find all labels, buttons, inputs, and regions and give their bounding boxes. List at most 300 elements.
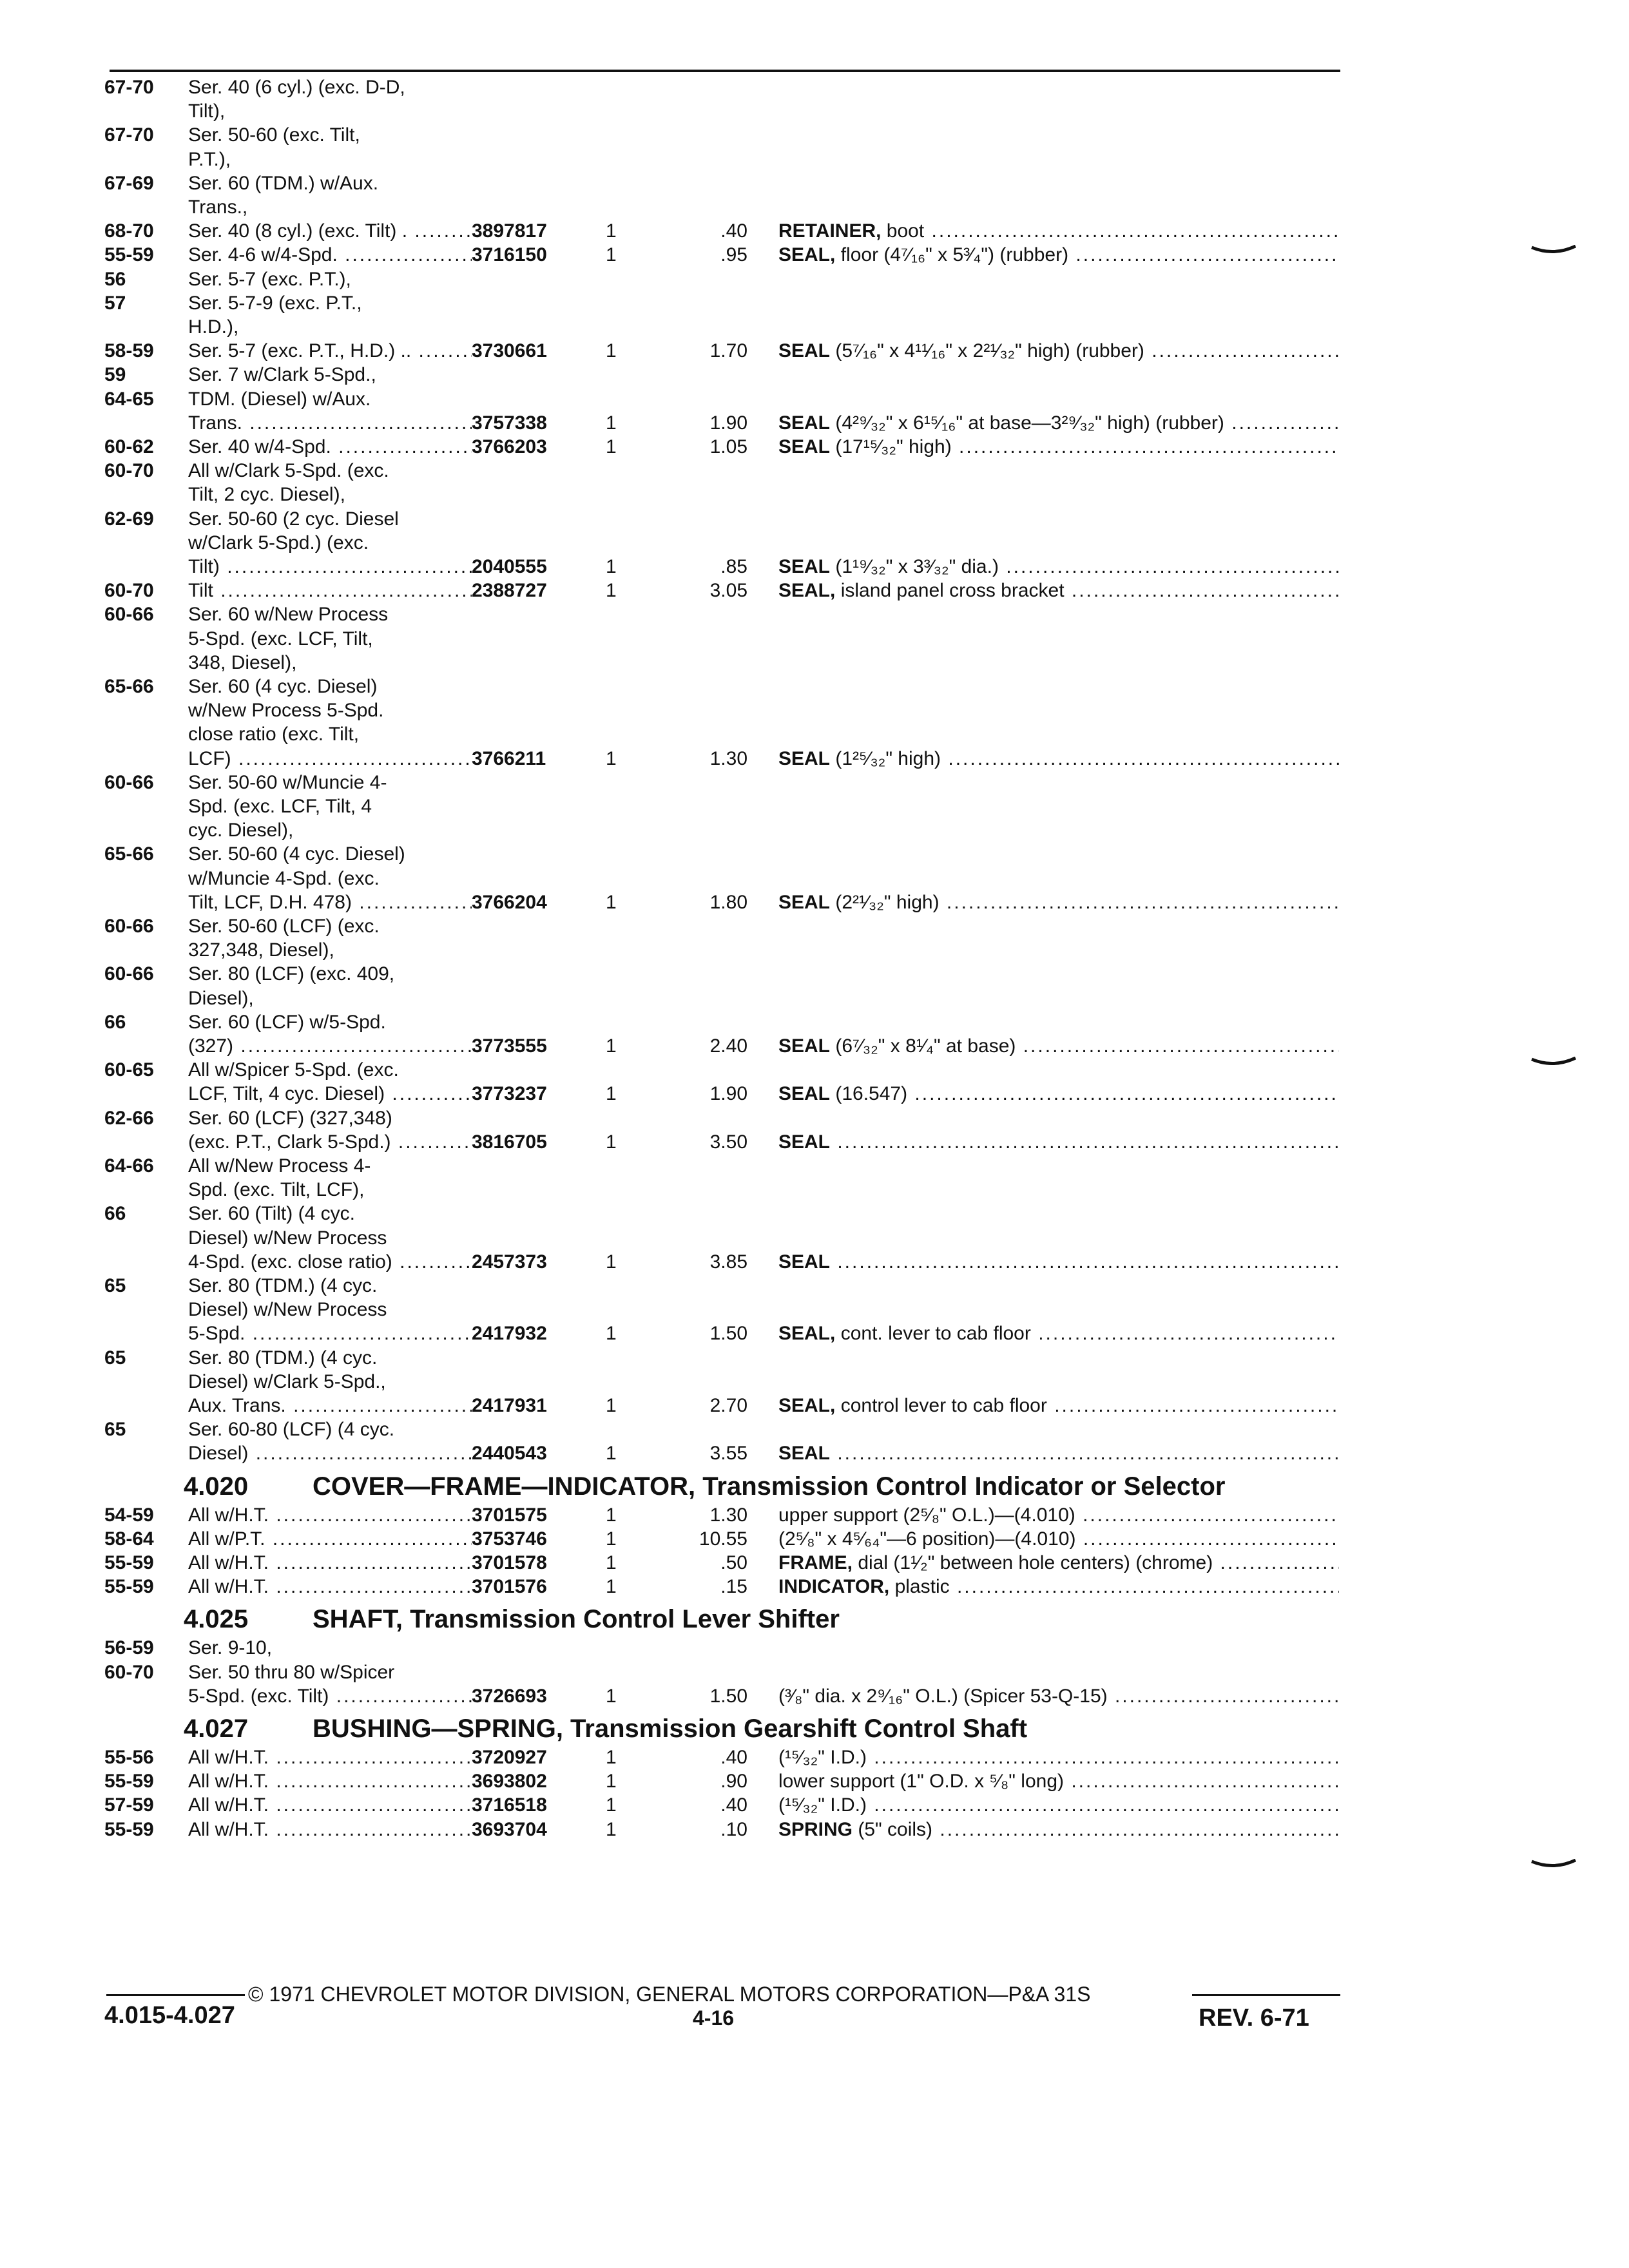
footer-section-range: 4.015-4.027 [104,2002,235,2029]
model-application: Tilt), [188,101,226,122]
part-name: SEAL [778,340,831,362]
parts-row [0,172,1629,195]
part-name: SEAL, [778,244,836,266]
part-name: SEAL [778,556,831,577]
list-price: 1.30 [709,1504,747,1526]
list-price: 1.50 [709,1685,747,1707]
section-title: COVER—FRAME—INDICATOR, Transmission Control Indicator or Selector [313,1472,1226,1501]
model-application: 5-Spd. (exc. Tilt) ..... [188,1685,472,1708]
model-application: Ser. 50 thru 80 w/Spicer [188,1661,395,1683]
parts-row [0,603,1629,626]
model-application: 5-Spd. (exc. LCF, Tilt, [188,628,373,649]
parts-row [0,1661,1629,1684]
part-number: 2040555 [472,556,547,577]
part-spec: (2²¹⁄₃₂" high) [830,891,940,913]
model-application: w/Clark 5-Spd.) (exc. [188,532,369,553]
section-title: BUSHING—SPRING, Transmission Gearshift Control Shaft [313,1715,1028,1743]
model-application: H.D.), [188,316,239,338]
parts-row [0,1418,1629,1441]
list-price: .90 [720,1771,747,1792]
parts-row [0,1131,1629,1154]
footer-revision: REV. 6-71 [1199,2004,1309,2032]
footer-page-number: 4-16 [693,2006,735,2030]
parts-row [0,100,1629,123]
part-number: 3730661 [472,340,547,362]
quantity: 1 [606,412,617,434]
model-application: Diesel) w/New Process [188,1299,387,1321]
list-price: .15 [720,1576,747,1598]
part-description [778,1394,1339,1418]
part-spec: control lever to cab floor [835,1395,1047,1416]
model-application: Spd. (exc. LCF, Tilt, 4 [188,796,372,817]
part-description [778,220,1339,243]
part-description [778,1575,1339,1599]
model-years: 55-59 [104,1771,154,1792]
model-application: (exc. P.T., Clark 5-Spd.) ..... [188,1131,472,1154]
model-years: 56 [104,268,126,290]
part-description [778,436,1339,459]
parts-row [0,1504,1629,1527]
binding-mark-icon [1530,1859,1577,1869]
part-number: 3766204 [472,891,547,913]
parts-row [0,675,1629,698]
part-number: 2417932 [472,1323,547,1345]
model-years: 55-59 [104,244,154,266]
model-years: 65 [104,1275,126,1296]
model-application: Ser. 60 (LCF) (327,348) [188,1107,392,1129]
part-name: SEAL [778,1443,831,1465]
section-header [0,1713,1629,1745]
parts-row [0,1155,1629,1178]
parts-row [0,508,1629,531]
part-spec: plastic [889,1576,950,1598]
model-years: 66 [104,1203,126,1225]
part-name: SEAL [778,891,831,913]
parts-row [0,843,1629,866]
part-name: FRAME, [778,1552,853,1573]
model-years: 55-59 [104,1818,154,1840]
section-title: SHAFT, Transmission Control Lever Shifter [313,1605,840,1634]
part-spec: (4²⁹⁄₃₂" x 6¹⁵⁄₁₆" at base—3²⁹⁄₃₂" high) (rubber) [830,412,1224,434]
parts-row [0,532,1629,555]
parts-row [0,747,1629,771]
model-application: TDM. (Diesel) w/Aux. [188,388,371,410]
quantity: 1 [606,1771,617,1792]
model-years: 67-70 [104,77,154,98]
parts-row [0,1770,1629,1793]
part-name: RETAINER, [778,220,882,242]
quantity: 1 [606,1395,617,1416]
parts-row [0,939,1629,962]
parts-row [0,220,1629,243]
part-description [778,1794,1339,1817]
list-price: .85 [720,556,747,577]
part-description [778,1746,1339,1769]
part-description [778,1442,1339,1465]
parts-row [0,436,1629,459]
part-description [778,1322,1339,1345]
list-price: .95 [720,244,747,266]
model-application: All w/New Process 4- [188,1155,371,1177]
part-number: 2440543 [472,1443,547,1465]
quantity: 1 [606,747,617,769]
part-spec: island panel cross bracket [835,580,1065,602]
part-spec: (6⁷⁄₃₂" x 8¹⁄₄" at base) [830,1035,1016,1057]
model-years: 64-65 [104,388,154,410]
model-application: All w/Clark 5-Spd. (exc. [188,460,389,482]
model-application: Tilt, 2 cyc. Diesel), [188,484,345,506]
list-price: 1.50 [709,1323,747,1345]
model-application: Ser. 50-60 (2 cyc. Diesel [188,508,399,530]
part-number: 2388727 [472,580,547,602]
model-years: 60-66 [104,604,154,626]
part-number: 3701576 [472,1576,547,1598]
part-description [778,1528,1339,1551]
model-application: 348, Diesel), [188,651,297,673]
part-description [778,891,1339,914]
part-name: SEAL [778,1035,831,1057]
parts-row [0,555,1629,579]
section-number: 4.025 [184,1605,249,1634]
parts-row [0,1528,1629,1551]
list-price: 1.90 [709,1083,747,1105]
parts-row [0,1107,1629,1130]
model-application: All w/H.T. ..... [188,1818,472,1841]
quantity: 1 [606,436,617,457]
footer-rule-left [106,1994,245,1996]
parts-row [0,1552,1629,1575]
model-application: Ser. 5-7-9 (exc. P.T., [188,292,362,314]
model-application: P.T.), [188,148,231,170]
model-years: 62-69 [104,508,154,530]
parts-row [0,1251,1629,1274]
quantity: 1 [606,1794,617,1816]
list-price: 2.40 [709,1035,747,1057]
part-spec: lower support (1" O.D. x ⁵⁄₈" long) [778,1771,1064,1792]
parts-row [0,76,1629,99]
quantity: 1 [606,1323,617,1345]
model-application: Ser. 40 (8 cyl.) (exc. Tilt) . ..... [188,220,472,243]
part-spec: (2⁵⁄₈" x 4⁵⁄₆₄"—6 position)—(4.010) [778,1528,1076,1550]
model-years: 57-59 [104,1794,154,1816]
model-years: 55-56 [104,1747,154,1768]
parts-row [0,292,1629,315]
model-application: Ser. 4-6 w/4-Spd. ..... [188,244,472,267]
part-description [778,1131,1339,1154]
model-application: Ser. 80 (TDM.) (4 cyc. [188,1275,378,1296]
parts-row [0,148,1629,171]
part-name: SEAL [778,747,831,769]
list-price: 3.50 [709,1131,747,1153]
part-number: 3716518 [472,1794,547,1816]
part-number: 3766211 [472,747,546,769]
parts-row [0,651,1629,675]
list-price: 3.05 [709,580,747,602]
model-application: Ser. 50-60 (4 cyc. Diesel) [188,843,405,865]
model-application: Ser. 60 (4 cyc. Diesel) [188,676,378,697]
model-application: Ser. 60 (TDM.) w/Aux. [188,172,379,194]
parts-row [0,1685,1629,1708]
footer-copyright: © 1971 CHEVROLET MOTOR DIVISION, GENERAL MOTORS CORPORATION—P&A 31S [248,1983,1091,2006]
part-spec: (1²⁵⁄₃₂" high) [830,747,941,769]
parts-row [0,628,1629,651]
parts-row [0,412,1629,435]
section-number: 4.027 [184,1715,249,1743]
model-application: (327) ..... [188,1035,472,1058]
model-years: 60-70 [104,580,154,602]
parts-row [0,459,1629,483]
parts-row [0,1394,1629,1418]
part-name: SEAL, [778,1323,836,1345]
model-years: 67-70 [104,124,154,146]
parts-row [0,1298,1629,1321]
parts-row [0,1178,1629,1202]
part-number: 3720927 [472,1747,547,1768]
list-price: 1.05 [709,436,747,457]
part-description [778,412,1339,435]
part-name: SEAL [778,412,831,434]
parts-row [0,1370,1629,1394]
part-number: 3773237 [472,1083,547,1105]
part-name: INDICATOR, [778,1576,890,1598]
list-price: 3.55 [709,1443,747,1465]
list-price: 1.80 [709,891,747,913]
model-application: Ser. 60 (LCF) w/5-Spd. [188,1011,386,1033]
parts-row [0,1347,1629,1370]
part-spec: (1¹⁹⁄₃₂" x 3³⁄₃₂" dia.) [830,556,999,577]
model-application: LCF, Tilt, 4 cyc. Diesel) ..... [188,1082,472,1106]
parts-row [0,1035,1629,1058]
model-application: cyc. Diesel), [188,820,294,841]
quantity: 1 [606,891,617,913]
model-years: 68-70 [104,220,154,242]
quantity: 1 [606,1576,617,1598]
part-description [778,579,1339,602]
parts-row [0,1637,1629,1660]
model-years: 60-65 [104,1059,154,1081]
list-price: .40 [720,1794,747,1816]
model-application: Spd. (exc. Tilt, LCF), [188,1179,365,1201]
model-application: All w/H.T. ..... [188,1770,472,1793]
model-application: Trans., [188,197,248,218]
model-application: Aux. Trans. ..... [188,1394,472,1418]
model-years: 60-70 [104,1661,154,1683]
model-application: Trans. ..... [188,412,472,435]
part-number: 3693704 [472,1818,547,1840]
model-application: 4-Spd. (exc. close ratio) ..... [188,1251,472,1274]
model-application: All w/P.T. ..... [188,1528,472,1551]
parts-row [0,124,1629,147]
list-price: 1.70 [709,340,747,362]
part-spec: dial (1¹⁄₂" between hole centers) (chrome) [853,1552,1213,1573]
model-application: Diesel) w/New Process [188,1227,387,1249]
section-header [0,1470,1629,1503]
parts-row [0,699,1629,722]
model-application: Tilt ..... [188,579,472,602]
parts-row [0,1082,1629,1106]
quantity: 1 [606,1035,617,1057]
part-spec: (¹⁵⁄₃₂" I.D.) [778,1747,867,1768]
parts-row [0,723,1629,746]
part-description [778,1770,1339,1793]
quantity: 1 [606,220,617,242]
parts-row [0,1011,1629,1034]
list-price: 10.55 [699,1528,747,1550]
part-number: 3766203 [472,436,547,457]
part-description [778,1685,1339,1708]
model-years: 60-66 [104,771,154,793]
model-application: Diesel) ..... [188,1442,472,1465]
model-application: All w/H.T. ..... [188,1794,472,1817]
model-application: Ser. 50-60 w/Muncie 4- [188,771,387,793]
part-number: 2457373 [472,1251,547,1273]
list-price: .10 [720,1818,747,1840]
model-years: 67-69 [104,172,154,194]
model-application: All w/H.T. ..... [188,1552,472,1575]
part-spec: (³⁄₈" dia. x 2⁹⁄₁₆" O.L.) (Spicer 53-Q-15) [778,1685,1108,1707]
model-years: 57 [104,292,126,314]
parts-row [0,388,1629,411]
parts-row [0,867,1629,890]
quantity: 1 [606,1685,617,1707]
list-price: 2.70 [709,1395,747,1416]
part-number: 3693802 [472,1771,547,1792]
model-application: Ser. 40 w/4-Spd. ..... [188,436,472,459]
parts-row [0,1059,1629,1082]
model-application: Ser. 50-60 (exc. Tilt, [188,124,360,146]
parts-row [0,268,1629,291]
parts-row [0,795,1629,818]
model-years: 60-66 [104,963,154,985]
model-application: Tilt, LCF, D.H. 478) ..... [188,891,472,914]
model-years: 60-62 [104,436,154,457]
quantity: 1 [606,1251,617,1273]
model-application: Diesel) w/Clark 5-Spd., [188,1370,386,1392]
parts-row [0,1227,1629,1250]
parts-row [0,1322,1629,1345]
model-years: 58-64 [104,1528,154,1550]
parts-row [0,483,1629,506]
list-price: .40 [720,220,747,242]
model-application: All w/H.T. ..... [188,1746,472,1769]
list-price: .40 [720,1747,747,1768]
part-number: 3816705 [472,1131,547,1153]
part-description [778,244,1339,267]
model-years: 65-66 [104,676,154,697]
part-description [778,555,1339,579]
parts-row [0,579,1629,602]
model-years: 65-66 [104,843,154,865]
model-years: 66 [104,1011,126,1033]
part-description [778,1504,1339,1527]
quantity: 1 [606,580,617,602]
part-description [778,1818,1339,1841]
parts-row [0,340,1629,363]
model-application: Ser. 60 w/New Process [188,604,389,626]
list-price: 3.85 [709,1251,747,1273]
model-application: All w/H.T. ..... [188,1575,472,1599]
model-application: Ser. 40 (6 cyl.) (exc. D-D, [188,77,405,98]
model-application: Ser. 9-10, [188,1637,273,1659]
quantity: 1 [606,1504,617,1526]
model-years: 65 [104,1419,126,1441]
part-description [778,1082,1339,1106]
quantity: 1 [606,244,617,266]
parts-row [0,363,1629,387]
parts-row [0,1274,1629,1298]
part-number: 3753746 [472,1528,547,1550]
model-application: Tilt) ..... [188,555,472,579]
model-application: All w/Spicer 5-Spd. (exc. [188,1059,399,1081]
model-years: 55-59 [104,1552,154,1573]
model-years: 60-66 [104,916,154,937]
list-price: .50 [720,1552,747,1573]
part-number: 2417931 [472,1395,547,1416]
parts-row [0,1575,1629,1599]
section-header [0,1603,1629,1635]
quantity: 1 [606,556,617,577]
quantity: 1 [606,1552,617,1573]
quantity: 1 [606,1528,617,1550]
part-spec: (5⁷⁄₁₆" x 4¹¹⁄₁₆" x 2²¹⁄₃₂" high) (rubber) [830,340,1144,362]
parts-row [0,316,1629,339]
quantity: 1 [606,340,617,362]
parts-row [0,891,1629,914]
model-application: Ser. 7 w/Clark 5-Spd., [188,364,376,386]
part-spec: (¹⁵⁄₃₂" I.D.) [778,1794,867,1816]
parts-row [0,771,1629,794]
part-spec: (16.547) [830,1083,908,1105]
part-number: 3716150 [472,244,547,266]
model-years: 64-66 [104,1155,154,1177]
model-years: 60-70 [104,460,154,482]
binding-mark-icon [1530,245,1577,255]
parts-row [0,1818,1629,1841]
quantity: 1 [606,1083,617,1105]
parts-row [0,987,1629,1010]
part-name: SPRING [778,1818,853,1840]
model-years: 54-59 [104,1504,154,1526]
part-name: SEAL [778,1083,831,1105]
part-spec: cont. lever to cab floor [835,1323,1031,1345]
parts-row [0,196,1629,219]
parts-row [0,915,1629,938]
model-application: Ser. 60-80 (LCF) (4 cyc. [188,1419,395,1441]
part-spec: upper support (2⁵⁄₈" O.L.)—(4.010) [778,1504,1075,1526]
quantity: 1 [606,1747,617,1768]
model-application: Ser. 60 (Tilt) (4 cyc. [188,1203,355,1225]
part-description [778,340,1339,363]
model-years: 65 [104,1347,126,1369]
part-spec: (17¹⁵⁄₃₂" high) [830,436,952,457]
part-name: SEAL [778,436,831,457]
list-price: 1.90 [709,412,747,434]
parts-row [0,1202,1629,1225]
model-application: Ser. 5-7 (exc. P.T.), [188,268,351,290]
model-application: w/New Process 5-Spd. [188,700,384,722]
model-application: Ser. 5-7 (exc. P.T., H.D.) .. ..... [188,340,472,363]
part-name: SEAL [778,1251,831,1273]
part-spec: floor (4⁷⁄₁₆" x 5³⁄₄") (rubber) [835,244,1069,266]
part-number: 3897817 [472,220,547,242]
part-number: 3701578 [472,1552,547,1573]
parts-row [0,1794,1629,1817]
model-years: 62-66 [104,1107,154,1129]
model-application: All w/H.T. ..... [188,1504,472,1527]
parts-row [0,1442,1629,1465]
quantity: 1 [606,1818,617,1840]
part-number: 3726693 [472,1685,547,1707]
